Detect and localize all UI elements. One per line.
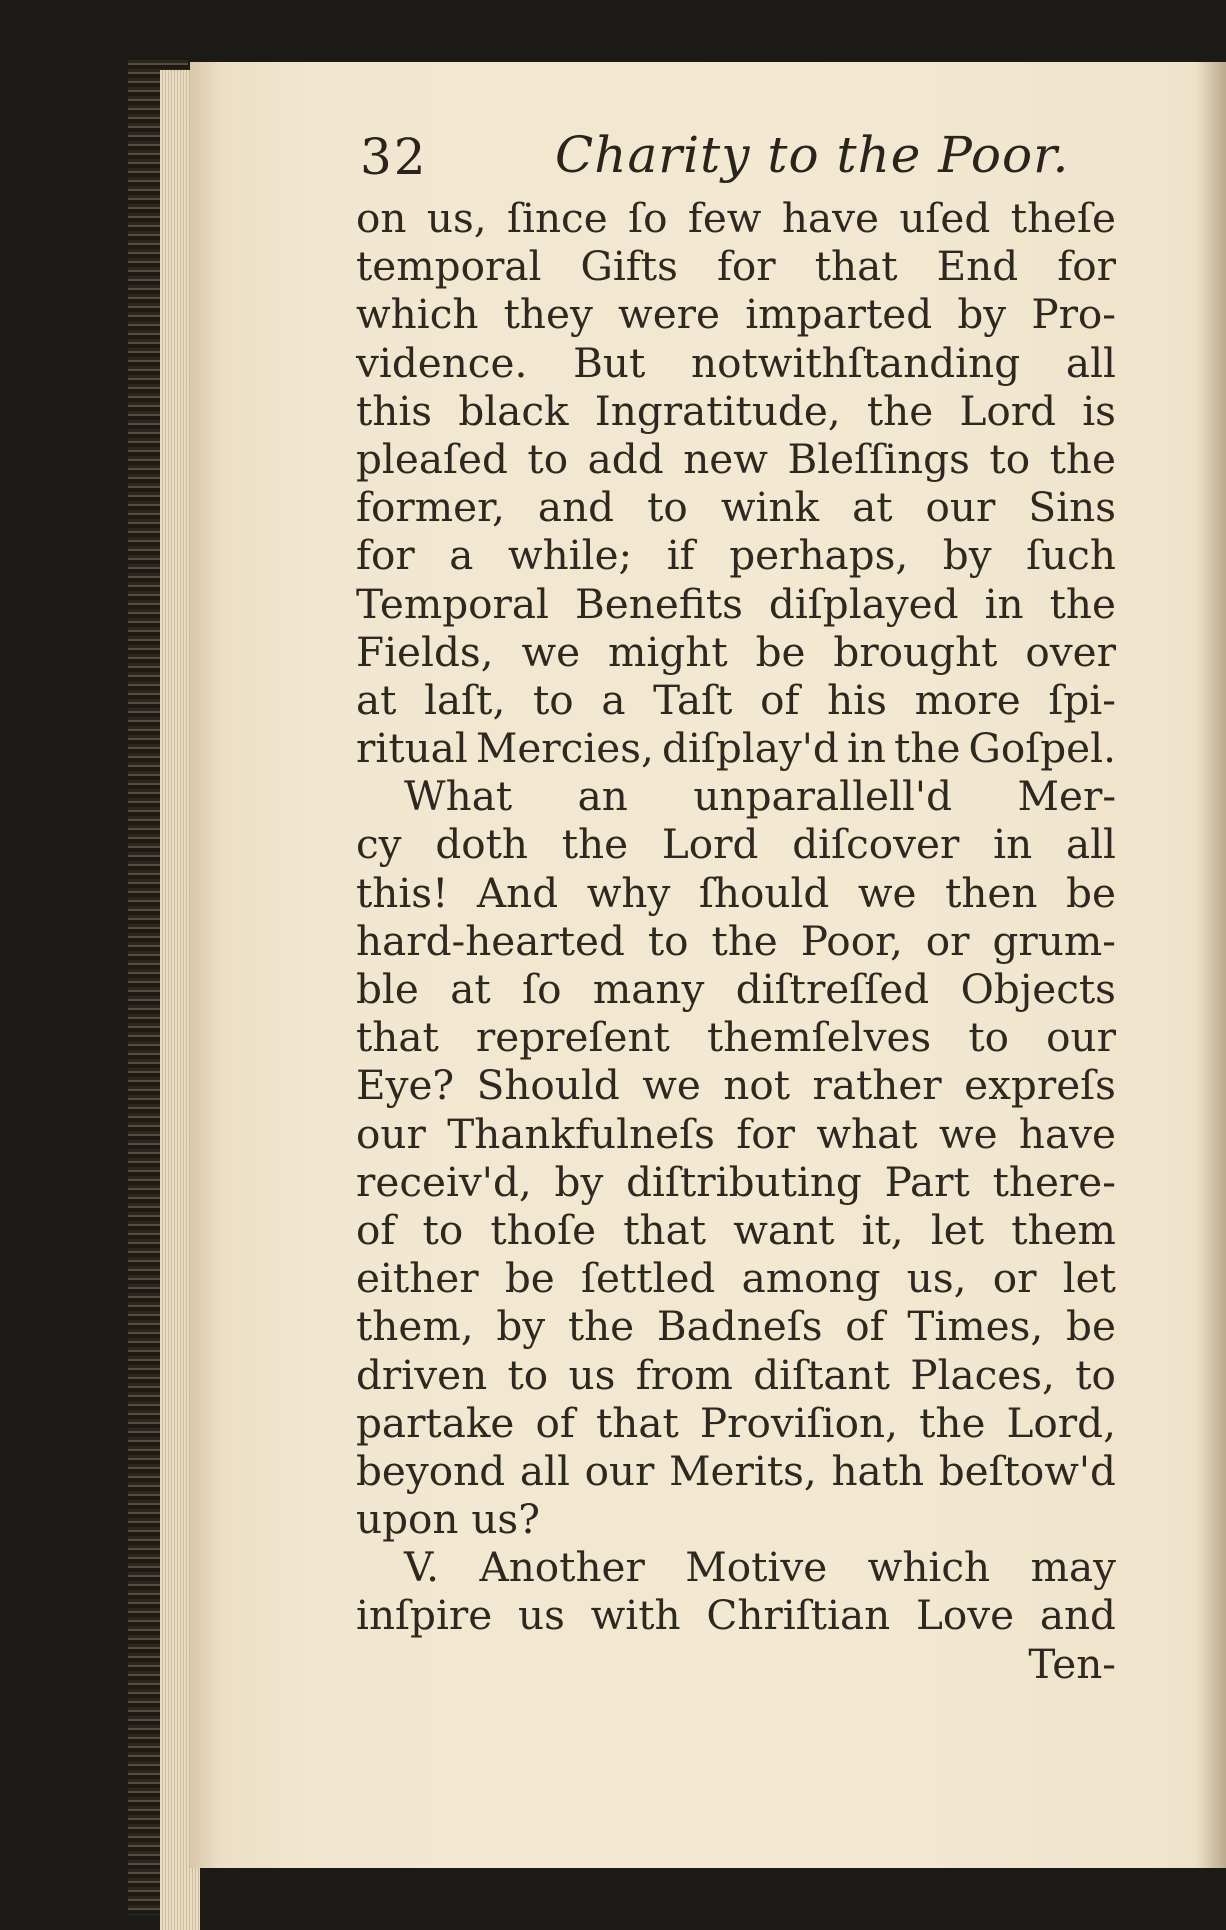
text-line: of to thoſe that want it, let them bbox=[356, 1205, 1116, 1254]
text-line: Fields, we might be brought over bbox=[356, 627, 1116, 676]
text-line: temporal Gifts for that End for bbox=[356, 242, 1116, 291]
text-line: at laſt, to a Taſt of his more ſpi- bbox=[356, 675, 1116, 724]
text-line: V. Another Motive which may bbox=[404, 1543, 1116, 1592]
text-line: vidence. But notwithſtanding all bbox=[356, 338, 1116, 387]
catchword: Ten- bbox=[1028, 1639, 1116, 1688]
text-line: beyond all our Merits, hath beſtow'd bbox=[356, 1446, 1116, 1495]
text-line: upon us? bbox=[356, 1495, 540, 1544]
text-line: this! And why ſhould we then be bbox=[356, 868, 1116, 917]
text-line: that repreſent themſelves to our bbox=[356, 1013, 1116, 1062]
text-line: cy doth the Lord diſcover in all bbox=[356, 820, 1116, 869]
text-line: driven to us from diſtant Places, to bbox=[356, 1350, 1116, 1399]
text-line: for a while; if perhaps, by ſuch bbox=[356, 531, 1116, 580]
text-line: inſpire us with Chriſtian Love and bbox=[356, 1591, 1116, 1640]
text-line: on us, ſince ſo few have uſed theſe bbox=[356, 194, 1116, 242]
text-line: which they were imparted by Pro- bbox=[356, 290, 1116, 339]
text-line: former, and to wink at our Sins bbox=[356, 483, 1116, 532]
body-text bbox=[356, 194, 1116, 1688]
running-head bbox=[360, 128, 1120, 198]
text-line: either be ſettled among us, or let bbox=[356, 1254, 1116, 1303]
text-line: receiv'd, by diſtributing Part there- bbox=[356, 1157, 1116, 1206]
text-line: ritual Mercies, diſplay'd in the Goſpel. bbox=[356, 724, 1116, 773]
text-line: partake of that Proviſion, the Lord, bbox=[356, 1398, 1116, 1447]
text-line: our Thankfulneſs for what we have bbox=[356, 1109, 1116, 1158]
text-line: What an unparallell'd Mer- bbox=[404, 772, 1116, 821]
text-line: Temporal Benefits diſplayed in the bbox=[356, 579, 1116, 628]
text-line: this black Ingratitude, the Lord is bbox=[356, 386, 1116, 435]
text-line: ble at ſo many diſtreſſed Objects bbox=[356, 965, 1116, 1013]
text-line: them, by the Badneſs of Times, be bbox=[356, 1302, 1116, 1351]
text-line: Eye? Should we not rather expreſs bbox=[356, 1061, 1116, 1110]
page-fold-shadow bbox=[1196, 62, 1226, 1868]
text-line: pleaſed to add new Bleſſings to the bbox=[356, 434, 1116, 483]
text-line: hard-hearted to the Poor, or grum- bbox=[356, 916, 1116, 965]
running-title: Charity to the Poor. bbox=[555, 126, 1070, 184]
page-number: 32 bbox=[360, 128, 428, 186]
